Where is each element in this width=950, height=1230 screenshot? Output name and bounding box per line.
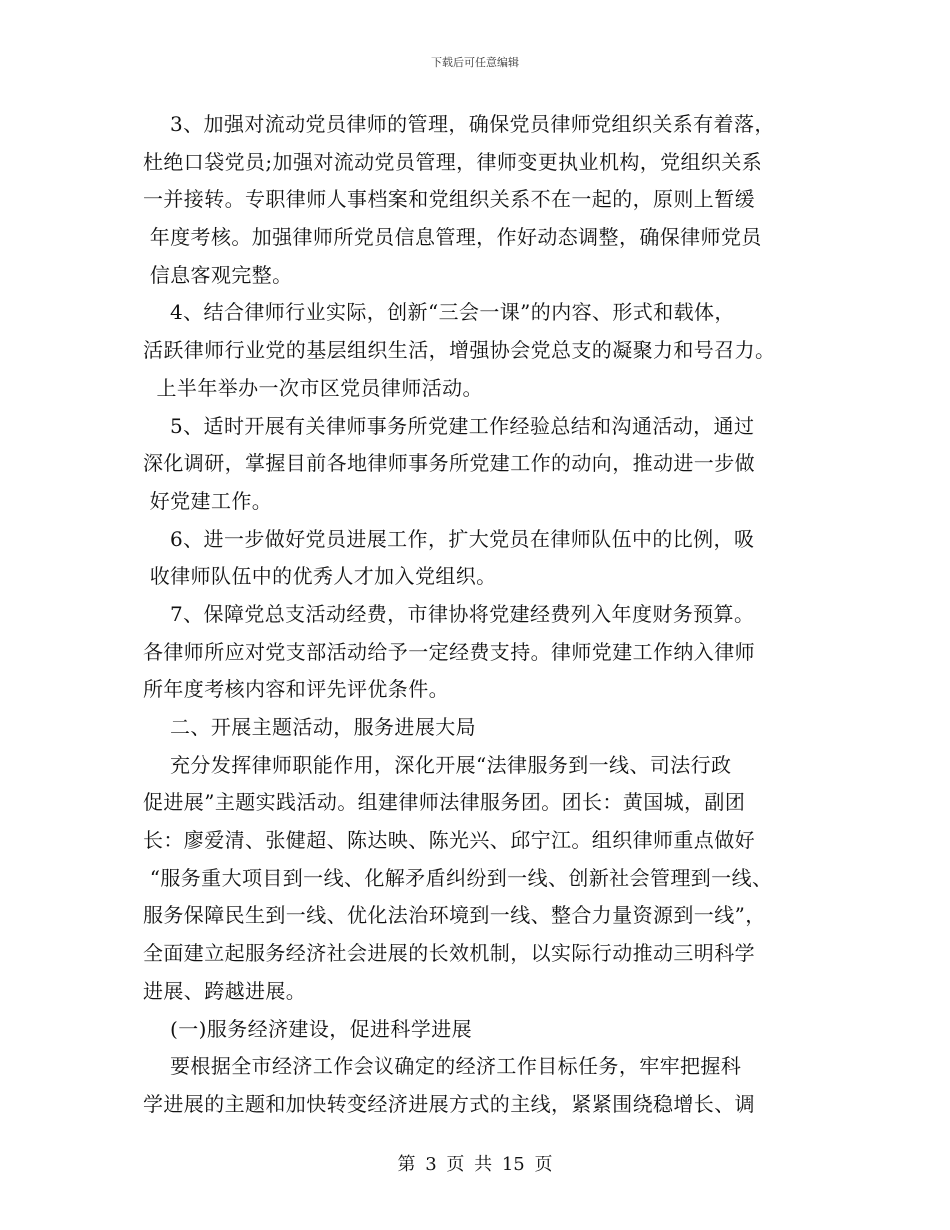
text-line: 年度考核。加强律师所党员信息管理，作好动态调整，确保律师党员 [143,225,762,250]
text-line: 各律师所应对党支部活动给予一定经费支持。律师党建工作纳入律师 [143,639,755,664]
text-line: “服务重大项目到一线、化解矛盾纠纷到一线、创新社会管理到一线、 [143,865,773,890]
text-line: 4、结合律师行业实际，创新“三会一课”的内容、形式和载体， [143,300,735,325]
text-line: 3、加强对流动党员律师的管理，确保党员律师党组织关系有着落， [143,112,775,136]
text-line: 一并接转。专职律师人事档案和党组织关系不在一起的，原则上暂缓 [143,187,755,212]
text-line: 长：廖爱清、张健超、陈达映、陈光兴、邱宁江。组织律师重点做好 [143,828,755,853]
text-line: 进展、跨越进展。 [143,978,307,1003]
text-line: 5、适时开展有关律师事务所党建工作经验总结和沟通活动，通过 [143,413,755,438]
section-heading: 二、开展主题活动，服务进展大局 [143,715,477,739]
text-line: 好党建工作。 [143,488,273,513]
text-line: 全面建立起服务经济社会进展的长效机制，以实际行动推动三明科学 [143,941,755,966]
text-line: 深化调研，掌握目前各地律师事务所党建工作的动向，推动进一步做 [143,451,755,476]
text-line: 杜绝口袋党员;加强对流动党员管理，律师变更执业机构，党组织关系 [143,149,763,174]
text-line: 活跃律师行业党的基层组织生活，增强协会党总支的凝聚力和号召力。 [143,338,776,363]
text-line: 收律师队伍中的优秀人才加入党组织。 [143,564,497,589]
page-number: 第 3 页 共 15 页 [397,1154,553,1175]
text-line: 上半年举办一次市区党员律师活动。 [143,375,483,400]
text-line: 所年度考核内容和评先评优条件。 [143,677,449,702]
text-line: 促进展”主题实践活动。组建律师法律服务团。团长：黄国城，副团 [143,790,746,815]
text-line: 要根据全市经济工作会议确定的经济工作目标任务，牢牢把握科 [143,1054,742,1079]
document-body [143,106,815,1124]
text-line: 学进展的主题和加快转变经济进展方式的主线，紧紧围绕稳增长、调 [143,1091,755,1116]
text-line: 信息客观完整。 [143,262,293,287]
subsection-heading: (一)服务经济建设，促进科学进展 [143,1016,473,1041]
text-line: 6、进一步做好党员进展工作，扩大党员在律师队伍中的比例，吸 [143,526,755,551]
text-line: 充分发挥律师职能作用，深化开展“法律服务到一线、司法行政 [143,752,732,777]
page-header-note: 下载后可任意编辑 [431,56,519,69]
text-line: 7、保障党总支活动经费，市律协将党建经费列入年度财务预算。 [143,601,755,626]
text-line: 服务保障民生到一线、优化法治环境到一线、整合力量资源到一线”， [143,903,766,928]
